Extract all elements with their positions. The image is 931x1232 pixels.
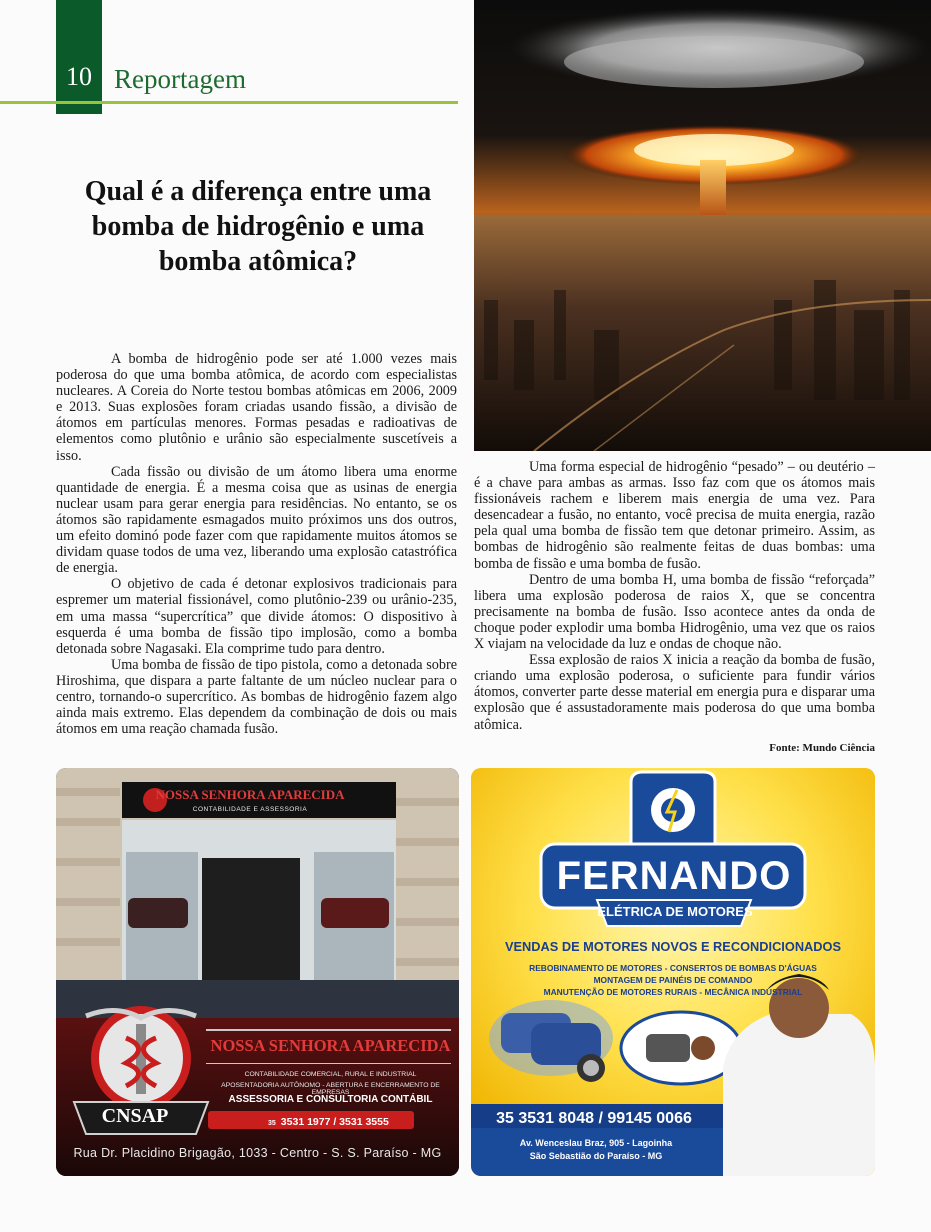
service-line: REBOBINAMENTO DE MOTORES - CONSERTOS DE BOMBAS D'ÁGUAS <box>529 963 817 973</box>
paragraph: A bomba de hidrogênio pode ser até 1.000 vezes mais poderosa do que uma bomba atômica, de acordo com especialistas nucleares. A Coreia do Norte testou bombas atômicas em 2006, 2009 e 2013. Suas explosões foram criadas usando fissão, a divisão de átomos em partículas menores. Formas pesadas e radioativas de elementos como plutônio e urânio são especialmente suscetíveis a isso. <box>56 351 457 464</box>
page-number-tab <box>56 0 102 114</box>
header-rule <box>0 101 458 104</box>
area-code: 35 <box>268 1120 276 1127</box>
section-title: Reportagem <box>114 64 246 94</box>
service-line: MANUTENÇÃO DE MOTORES RURAIS - MECÂNICA INDUSTRIAL <box>543 987 803 997</box>
page-number: 10 <box>66 62 92 91</box>
article-column-right <box>474 459 875 733</box>
services-line: ASSESSORIA E CONSULTORIA CONTÁBIL <box>228 1094 433 1105</box>
sign-subtitle: CONTABILIDADE E ASSESSORIA <box>192 806 308 813</box>
address-line: São Sebastião do Paraíso - MG <box>529 1151 663 1161</box>
article-source: Fonte: Mundo Ciência <box>769 742 875 754</box>
phone-text: 3531 1977 / 3531 3555 <box>280 1116 389 1128</box>
address-line: Av. Wenceslau Braz, 905 - Lagoinha <box>519 1138 673 1148</box>
paragraph: Essa explosão de raios X inicia a reação da bomba de fusão, criando uma explosão poderosa, o suficiente para fundir vários átomos, converter parte desse material em energia pura e disparar uma explosão que é assustadoramente mais poderosa do que uma bomba atômica. <box>474 652 875 733</box>
brand-name: FERNANDO <box>556 854 792 898</box>
company-name: NOSSA SENHORA APARECIDA <box>210 1036 451 1055</box>
address: Rua Dr. Placidino Brigagão, 1033 - Centro - S. S. Paraíso - MG <box>73 1146 442 1160</box>
services-line: CONTABILIDADE COMERCIAL, RURAL E INDUSTRIAL <box>244 1071 417 1078</box>
sign-company-name: NOSSA SENHORA APARECIDA <box>155 787 345 802</box>
service-line: MONTAGEM DE PAINÉIS DE COMANDO <box>593 975 753 985</box>
brand-subtitle: ELÉTRICA DE MOTORES <box>597 904 753 919</box>
phone-numbers: 35 3531 8048 / 99145 0066 <box>496 1110 692 1127</box>
ad-headline: VENDAS DE MOTORES NOVOS E RECONDICIONADOS <box>504 939 842 954</box>
services-line: APOSENTADORIA AUTÔNOMO - ABERTURA E ENCERRAMENTO DE EMPRESAS <box>221 1082 440 1096</box>
paragraph: O objetivo de cada é detonar explosivos tradicionais para espremer um material fissionável, como plutônio-239 ou urânio-235, em uma massa “supercrítica” que divide átomos: O dispositivo à esquerda é uma bomba de fissão tipo implosão, como a bomba detonada sobre Nagasaki. Ela comprime tudo para dentro. <box>56 576 457 657</box>
article-headline: Qual é a diferença entre uma bomba de hidrogênio e uma bomba atômica? <box>84 176 432 277</box>
brand-logo-text: CNSAP <box>101 1105 169 1127</box>
paragraph: Uma bomba de fissão de tipo pistola, como a detonada sobre Hiroshima, que dispara a parte faltante de um núcleo nuclear para o centro, tornando-o supercrítico. As bombas de hidrogênio fazem algo ainda mais extremo. Elas dependem da combinação de dois ou mais átomos em uma reação chamada fusão. <box>56 656 457 738</box>
paragraph: Uma forma especial de hidrogênio “pesado” – ou deutério – é a chave para ambas as armas. Isso faz com que os átomos mais fissionáveis rachem e liberem mais energia de uma vez. Para desencadear a fusão, no entanto, você precisa de muita energia, razão pela qual uma bomba de fissão tem que detonar primeiro. Assim, as bombas de hidrogênio são realmente feitas de duas bombas: uma bomba de fissão e uma bomba de fusão. <box>474 459 875 572</box>
paragraph: Cada fissão ou divisão de um átomo libera uma enorme quantidade de energia. É a mesma coisa que as usinas de energia nuclear usam para gerar energia para residências. No entanto, se os átomos são rapidamente esmagados muito próximos uns dos outros, um efeito dominó pode fazer com que rapidamente muitos átomos se dividam quase todos de uma vez, liberando uma explosão catastrófica de energia. <box>56 463 457 577</box>
advertisement-cnsap <box>56 768 459 1176</box>
advertisement-fernando <box>471 768 875 1176</box>
mushroom-cloud-photo <box>474 0 931 451</box>
article-column-left <box>56 351 457 737</box>
paragraph: Dentro de uma bomba H, uma bomba de fissão “reforçada” libera uma explosão poderosa de raios X, que se concentra precisamente na bomba de fusão. Isso acontece antes da onda de choque poder explodir uma bomba Hidrogênio, uma vez que os raios X viajam na velocidade da luz e ondas de choque não. <box>474 571 875 653</box>
phone-numbers <box>268 1116 398 1128</box>
